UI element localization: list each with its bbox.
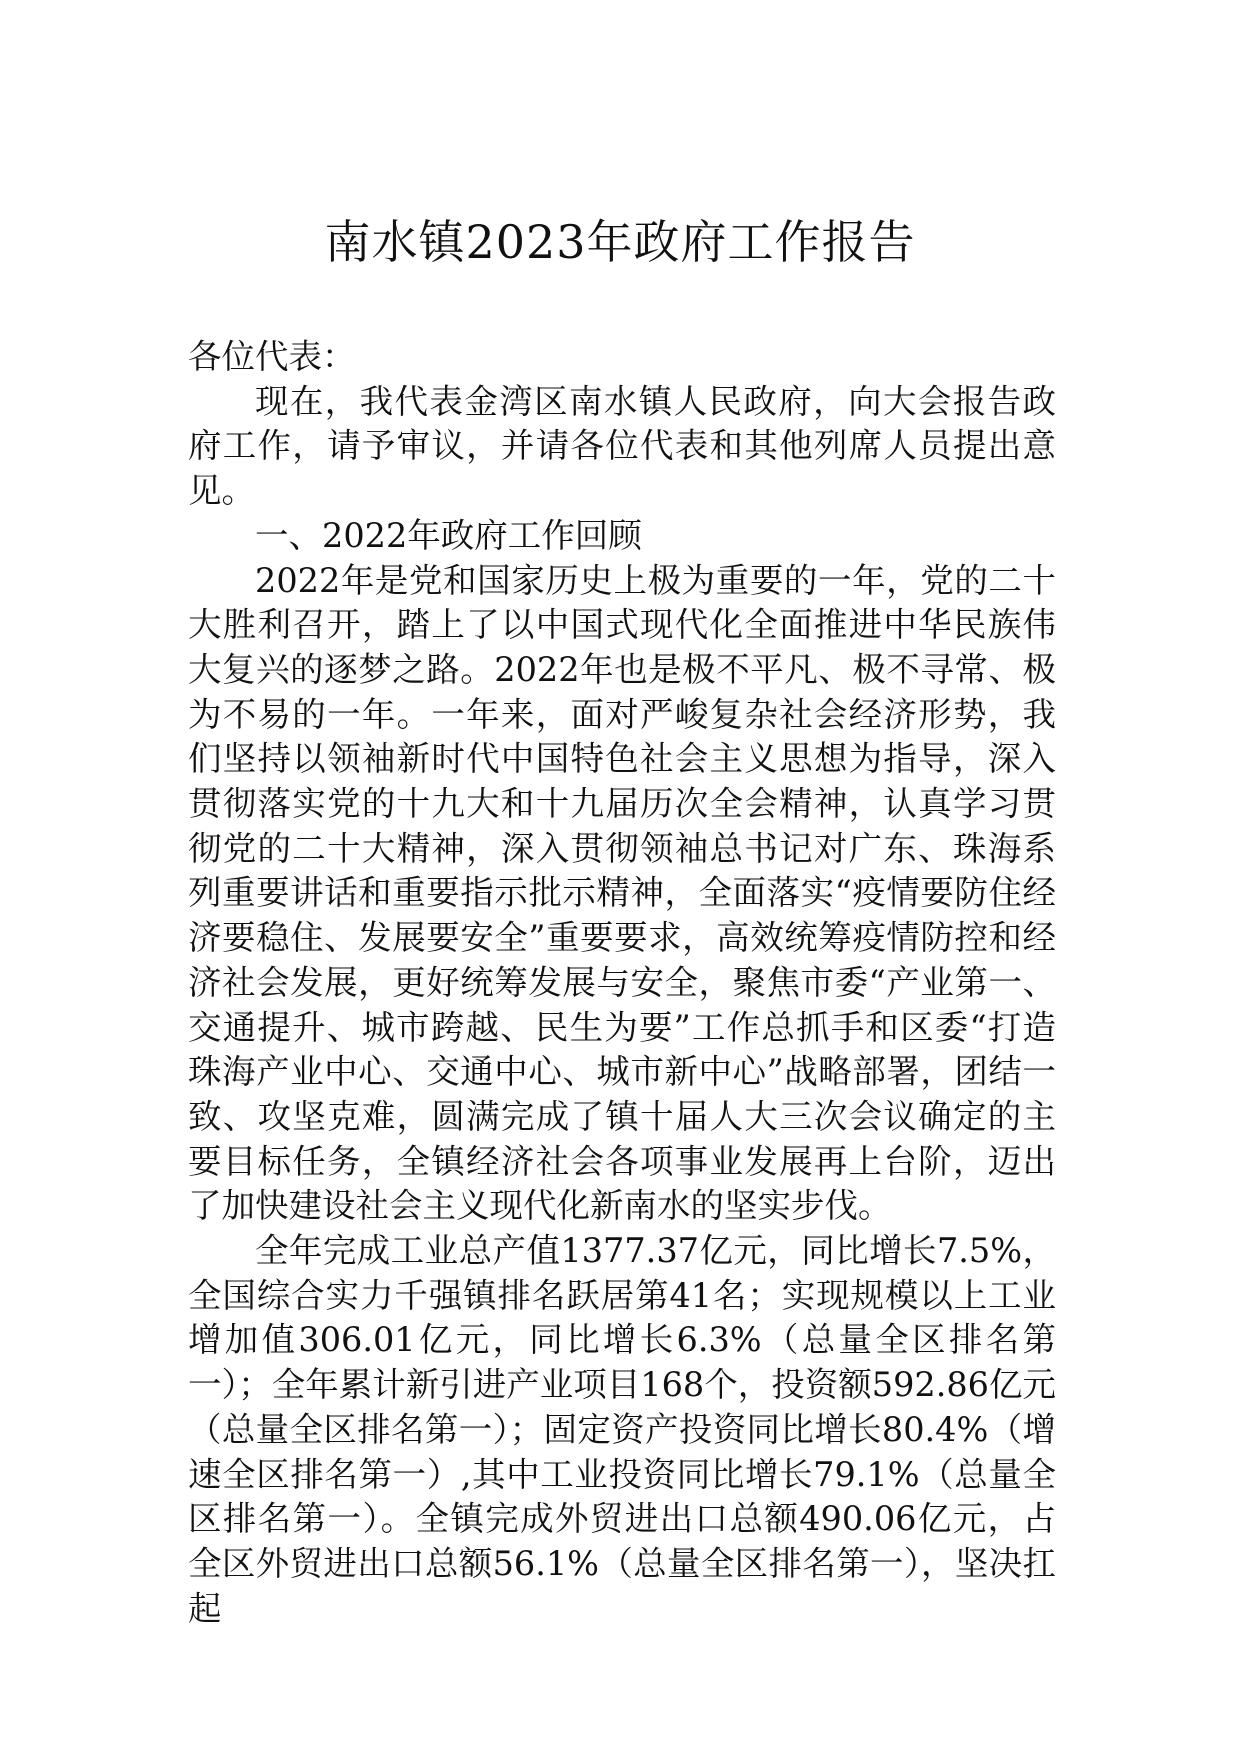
section-heading: 一、2022年政府工作回顾 xyxy=(255,515,642,555)
document-body xyxy=(188,335,1056,1631)
paragraph-review: 2022年是党和国家历史上极为重要的一年，党的二十大胜利召开，踏上了以中国式现代化全面推进中华民族伟大复兴的逐梦之路。2022年也是极不平凡、极不寻常、极为不易的一年。一年来，面对严峻复杂社会经济形势，我们坚持以领袖新时代中国特色社会主义思想为指导，深入贯彻落实党的十九大和十九届历次全会精神，认真学习贯彻党的二十大精神，深入贯彻领袖总书记对广东、珠海系列重要讲话和重要指示批示精神，全面落实“疫情要防住经济要稳住、发展要安全”重要要求，高效统筹疫情防控和经济社会发展，更好统筹发展与安全，聚焦市委“产业第一、交通提升、城市跨越、民生为要”工作总抓手和区委“打造珠海产业中心、交通中心、城市新中心”战略部署，团结一致、攻坚克难，圆满完成了镇十届人大三次会议确定的主要目标任务，全镇经济社会各项事业发展再上台阶，迈出了加快建设社会主义现代化新南水的坚实步伐。 xyxy=(188,560,1056,1226)
document-title: 南水镇2023年政府工作报告 xyxy=(324,215,916,269)
paragraph-intro: 现在，我代表金湾区南水镇人民政府，向大会报告政府工作，请予审议，并请各位代表和其他列席人员提出意见。 xyxy=(188,381,1056,511)
salutation: 各位代表： xyxy=(188,337,356,376)
paragraph-statistics: 全年完成工业总产值1377.37亿元，同比增长7.5%，全国综合实力千强镇排名跃居第41名；实现规模以上工业增加值306.01亿元，同比增长6.3%（总量全区排名第一）；全年累计新引进产业项目168个，投资额592.86亿元（总量全区排名第一）；固定资产投资同比增长80.4%（增速全区排名第一）,其中工业投资同比增长79.1%（总量全区排名第一）。全镇完成外贸进出口总额490.06亿元，占全区外贸进出口总额56.1%（总量全区排名第一），坚决扛起 xyxy=(188,1231,1056,1628)
